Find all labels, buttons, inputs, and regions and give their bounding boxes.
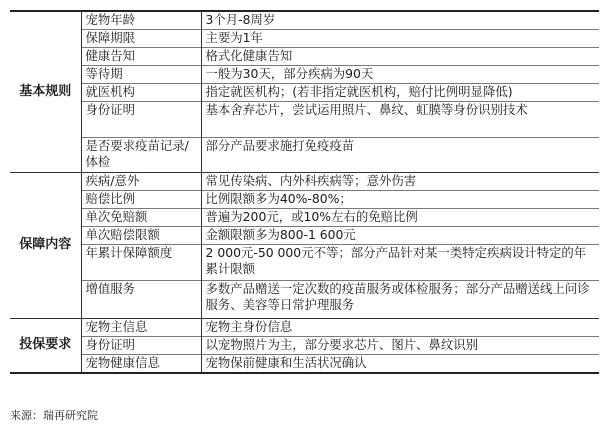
table-row xyxy=(10,354,599,373)
row-key: 宠物年龄 xyxy=(81,11,201,29)
row-value: 指定就医机构；(若非指定就医机构，赔付比例明显降低) xyxy=(201,83,599,101)
row-value: 基本舍弃芯片，尝试运用照片、鼻纹、虹膜等身份识别技术 xyxy=(201,101,599,137)
table-row xyxy=(10,11,599,29)
row-value: 普遍为200元，或10%左右的免赔比例 xyxy=(201,208,599,226)
row-value: 3个月-8周岁 xyxy=(201,11,599,29)
category-basic-rules: 基本规则 xyxy=(10,11,81,172)
row-key: 单次免赔额 xyxy=(81,208,201,226)
row-key: 赔偿比例 xyxy=(81,190,201,208)
table-row xyxy=(10,336,599,354)
category-application-requirements: 投保要求 xyxy=(10,318,81,373)
row-value: 格式化健康告知 xyxy=(201,47,599,65)
row-key: 年累计保障额度 xyxy=(81,244,201,280)
row-key: 疾病/意外 xyxy=(81,172,201,190)
table-row xyxy=(10,226,599,244)
row-value: 2 000元-50 000元不等；部分产品针对某一类特定疾病设计特定的年累计限额 xyxy=(201,244,599,280)
row-value: 主要为1年 xyxy=(201,29,599,47)
insurance-table-container xyxy=(10,10,599,374)
table-row xyxy=(10,208,599,226)
table-row xyxy=(10,83,599,101)
table-row xyxy=(10,280,599,318)
row-value: 部分产品要求施打免疫疫苗 xyxy=(201,137,599,172)
row-key: 健康告知 xyxy=(81,47,201,65)
row-key: 就医机构 xyxy=(81,83,201,101)
row-value: 以宠物照片为主，部分要求芯片、图片、鼻纹识别 xyxy=(201,336,599,354)
pet-insurance-table xyxy=(10,10,599,374)
table-row xyxy=(10,244,599,280)
row-value: 一般为30天，部分疾病为90天 xyxy=(201,65,599,83)
table-row xyxy=(10,29,599,47)
category-coverage: 保障内容 xyxy=(10,172,81,318)
row-value: 常见传染病、内外科疾病等；意外伤害 xyxy=(201,172,599,190)
row-key: 是否要求疫苗记录/体检 xyxy=(81,137,201,172)
table-row xyxy=(10,190,599,208)
table-row xyxy=(10,65,599,83)
row-value: 多数产品赠送一定次数的疫苗服务或体检服务；部分产品赠送线上问诊服务、美容等日常护理服务 xyxy=(201,280,599,318)
table-row xyxy=(10,101,599,137)
row-key: 宠物健康信息 xyxy=(81,354,201,373)
table-row xyxy=(10,47,599,65)
row-key: 身份证明 xyxy=(81,336,201,354)
row-value: 金额限额多为800-1 600元 xyxy=(201,226,599,244)
row-value: 比例限额多为40%-80%； xyxy=(201,190,599,208)
row-key: 等待期 xyxy=(81,65,201,83)
row-key: 保障期限 xyxy=(81,29,201,47)
row-key: 宠物主信息 xyxy=(81,318,201,336)
row-key: 身份证明 xyxy=(81,101,201,137)
row-value: 宠物保前健康和生活状况确认 xyxy=(201,354,599,373)
row-key: 单次赔偿限额 xyxy=(81,226,201,244)
table-row xyxy=(10,172,599,190)
source-note: 来源：瑞再研究院 xyxy=(10,409,98,422)
row-key: 增值服务 xyxy=(81,280,201,318)
table-row xyxy=(10,137,599,172)
table-row xyxy=(10,318,599,336)
row-value: 宠物主身份信息 xyxy=(201,318,599,336)
